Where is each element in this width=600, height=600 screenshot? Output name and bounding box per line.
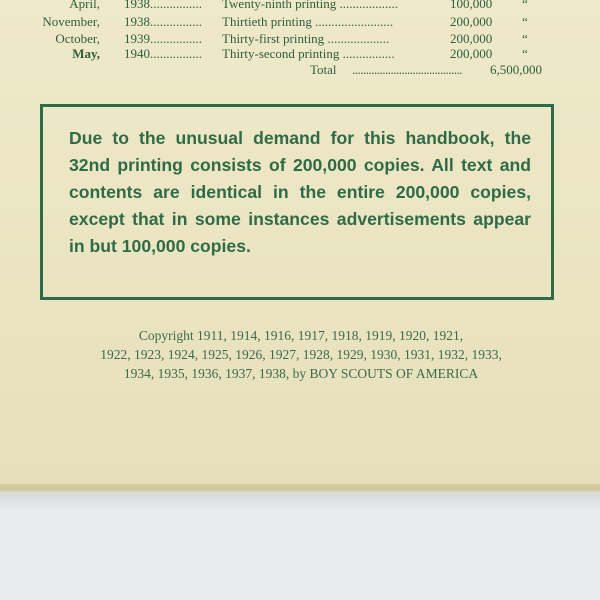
printing-year: 1938................	[124, 14, 202, 29]
printing-copies: 200,000	[450, 46, 493, 61]
copyright-notice	[36, 326, 566, 383]
printing-description: Thirty-second printing ................	[222, 46, 395, 61]
printing-month: November,	[42, 14, 100, 29]
printing-copies: 100,000	[450, 0, 493, 11]
ditto-mark: “	[522, 0, 528, 11]
printing-notice-box	[40, 104, 554, 300]
ditto-mark: “	[522, 46, 528, 61]
page-edge	[0, 484, 600, 494]
printing-year: 1939................	[124, 31, 202, 46]
printing-description: Thirtieth printing ........................	[222, 14, 394, 29]
printing-notice-text: Due to the unusual demand for this handbook, the 32nd printing consists of 200,000 copies. All text and contents are identical in the entire 200,000 copies, except that in some instances advertisements appear in but 100,000 copies.	[69, 128, 531, 256]
printing-year: 1940................	[124, 46, 202, 61]
printing-month: May,	[72, 46, 100, 61]
total-value: 6,500,000	[490, 62, 542, 77]
copyright-line: 1922, 1923, 1924, 1925, 1926, 1927, 1928, 1929, 1930, 1931, 1932, 1933,	[100, 347, 502, 362]
copyright-line: Copyright 1911, 1914, 1916, 1917, 1918, 1919, 1920, 1921,	[138, 328, 464, 343]
copyright-line: 1934, 1935, 1936, 1937, 1938, by BOY SCOUTS OF AMERICA	[123, 366, 479, 381]
ditto-mark: “	[522, 31, 528, 46]
ditto-mark: “	[522, 14, 528, 29]
printing-month: October,	[55, 31, 100, 46]
printing-month: April,	[69, 0, 100, 11]
total-leader: ........................................	[352, 62, 462, 77]
printing-year: 1938................	[124, 0, 202, 11]
page-shadow	[0, 494, 600, 512]
printing-description: Twenty-ninth printing ..................	[222, 0, 399, 11]
printing-copies: 200,000	[450, 31, 493, 46]
printing-description: Thirty-first printing ...................	[222, 31, 390, 46]
total-label: Total	[310, 62, 337, 77]
printing-copies: 200,000	[450, 14, 493, 29]
